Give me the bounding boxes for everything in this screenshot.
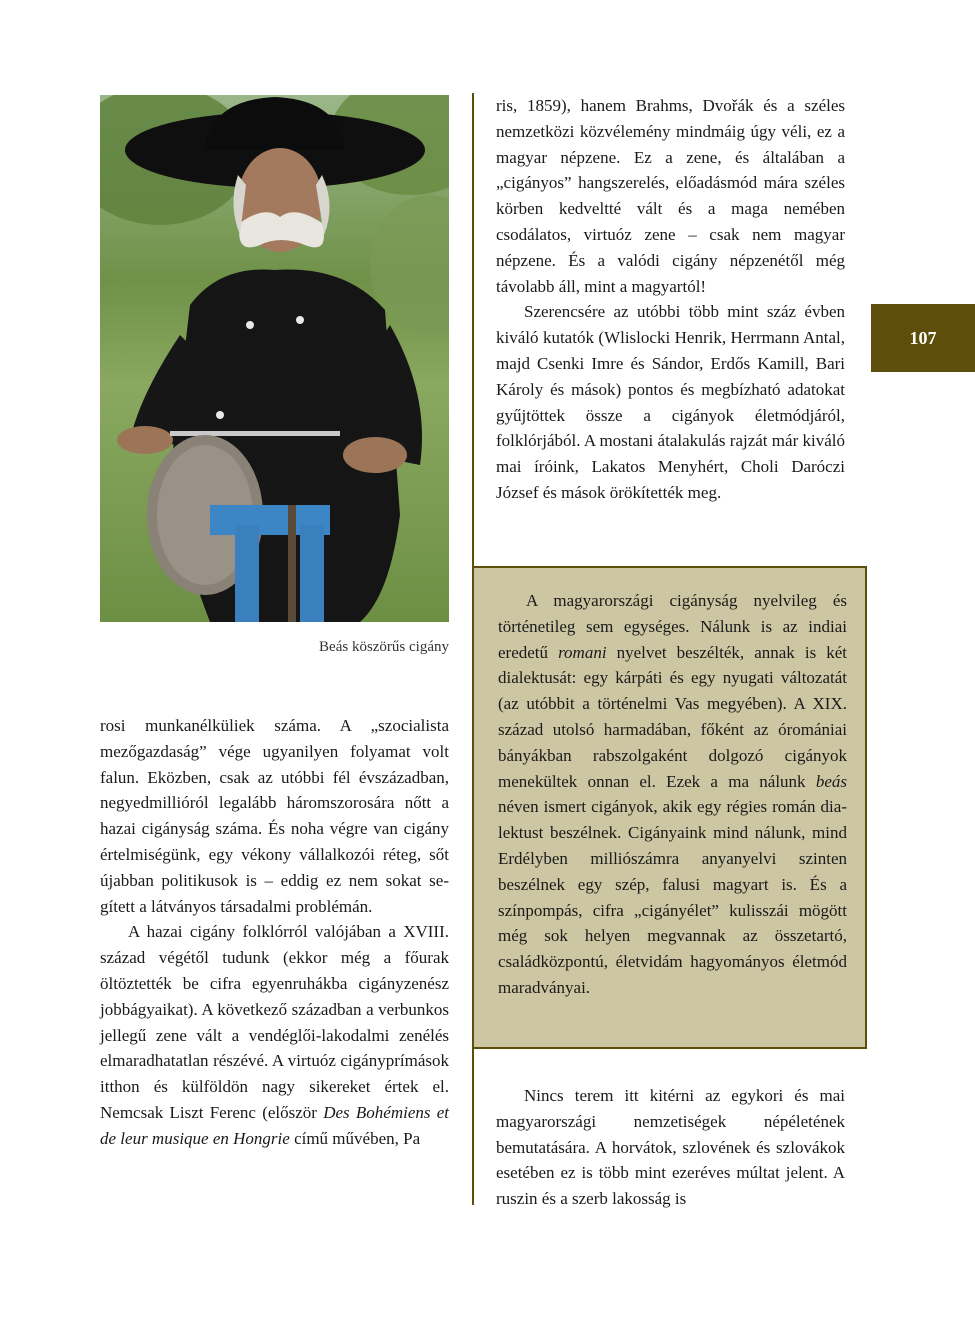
bottom-paragraph: Nincs terem itt kitérni az egykori és mai magyarországi nemzetiségek népéletének bemutatására. A horvátok, szlovének és szlovákok esetében ez is több mint ezeréves múltat jelent. A ruszin és a szerb lakosság is: [496, 1086, 845, 1209]
right-paragraph-2: Szerencsére az utóbbi több mint száz évben kiváló kutatók (Wlislocki Henrik, Herrmann Antal, majd Csenki Imre és Sándor, Erdős Kamill, Bari Károly és mások) pontos és megbízható adatokat gyűjtöttek össze a cigányok életmódjáról, folklórjából. A mostani átalakulás rajzát már kiváló mai íróink, Lakatos Menyhért, Choli Daróczi József és mások örökítették meg.: [496, 302, 845, 502]
page-number: 107: [909, 327, 937, 348]
left-column: [100, 713, 449, 1152]
info-box: [472, 566, 867, 1049]
left-paragraph-1: rosi munkanélküliek száma. A „szocialista mezőgazdaság” vége ugyanilyen folyamat volt falun. Eközben, csak az utóbbi fél évszázadban, negyedmillióról legalább háromszorosára nőtt a hazai cigányság száma. És noha végre van cigány értelmiségünk, egy vékony vállalkozói réteg, sőt újabban politikusok is – eddig ez nem sokat segített a látványos társadalmi problémán.: [100, 716, 449, 916]
info-box-text: [498, 588, 847, 1001]
left-paragraph-2: A hazai cigány folklórról valójában a XVIII. század végétől tudunk (ekkor még a főurak öltöztették be cifra egyenruhákba cigányzenész jobbágyaikat). A következő században a verbunkos jellegű zene vált a vendéglői-lakodalmi zenélés elmaradhatatlan részévé. A virtuóz cigányprímások itthon és külföldön nagy sikereket értek el. Nemcsak Liszt Ferenc (először Des Bohémiens et de leur musique en Hongrie című művében, Pa: [100, 922, 449, 1148]
book-title: Des Bohémiens et de leur musique en Hongrie: [100, 1102, 449, 1148]
right-paragraph-1: ris, 1859), hanem Brahms, Dvořák és a széles nemzetközi közvélemény mindmáig úgy véli, ez a magyar népzene. Ez a zene, és általában a „cigányos” hangszerelés, előadásmód mára széles körben kedveltté vált és a maga nemében csodálatos, virtuóz zene – csak nem magyar népzene. És a valódi cigány népzenétől még távolabb áll, mint a magyartól!: [496, 96, 845, 296]
term-beas: beás: [815, 771, 847, 791]
right-column-bottom: [496, 1083, 845, 1212]
photo-caption: Beás köszörűs cigány: [319, 639, 449, 655]
grinder-photo: [100, 95, 449, 622]
right-column-top: [496, 93, 845, 506]
term-romani: romani: [558, 642, 607, 662]
page-number-tab: [871, 304, 975, 372]
grinder-illustration: [100, 95, 449, 622]
info-box-paragraph: A magyarországi cigányság nyelvileg és történetileg sem egységes. Nálunk is az indiai eredetű romani nyelvet beszélték, annak is két dialektusát: egy kárpáti és egy nyugati változatát (az utóbbit a történelmi Vas megyében). A XIX. század utolsó harmadában, főként az óromániai bányákban rabszolgaként dolgozó cigányok menekültek onnan el. Ezek a ma nálunk beás néven ismert cigányok, akik egy régies román dialektust beszélnek. Cigányaink mind nálunk, mind Erdélyben milliószámra anyanyelvi szinten beszélnek egy szép, falusi magyart is. És a színpompás, cifra „cigányélet” kulisszái mögött még sok helyen megvannak az összetartó, családközpontú, életvidám hagyományos életmód maradványai.: [498, 591, 847, 997]
